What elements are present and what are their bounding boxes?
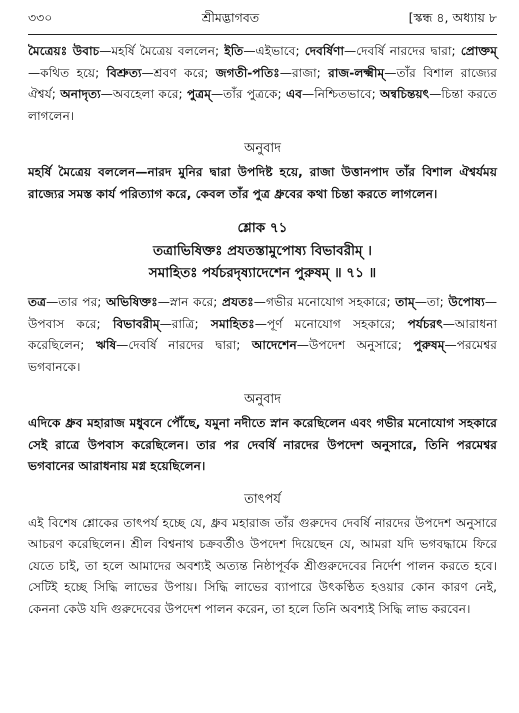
synonym-term: জগতী-পতিঃ	[215, 65, 280, 80]
verse-line-1: তত্রাভিষিক্তঃ প্রযতস্তামুপোষ্য বিভাবরীম্ ।	[152, 243, 373, 259]
synonym-term: প্রোক্তম্	[460, 44, 498, 58]
synonym-term: রাজ-লক্ষ্মীম্	[328, 65, 385, 80]
section-reference: [স্কন্ধ ৪, অধ্যায় ৮	[408, 10, 497, 25]
synonym-meaning: —রাত্রি;	[159, 316, 211, 331]
synonym-meaning: —দেবর্ষি নারদের দ্বারা;	[344, 44, 461, 58]
synonym-meaning: —এইভাবে;	[243, 44, 305, 58]
page-header	[28, 10, 497, 34]
synonym-term: উপোষ্য	[448, 295, 485, 309]
synonym-meaning: —রাজা;	[279, 65, 329, 80]
synonym-meaning: —মহর্ষি মৈত্রেয় বললেন;	[99, 44, 225, 58]
synonym-meaning: —পরমেশ্বর ভগবানকে।	[28, 338, 497, 374]
synonym-term: অন্বচিন্তয়ৎ	[380, 87, 430, 101]
synonym-term: ঋষি	[95, 338, 117, 352]
synonym-meaning: —গভীর মনোযোগ সহকারে;	[253, 295, 396, 309]
synonym-term: দেবর্ষিণা	[304, 44, 345, 58]
synonym-term: বিশ্রুত্য	[106, 65, 142, 80]
synonym-term: তত্র	[28, 295, 47, 309]
purport-text: এই বিশেষ শ্লোকের তাৎপর্য হচ্ছে যে, ধ্রুব মহারাজ তাঁর গুরুদেব দেবর্ষি নারদের উপদেশ অনুসারে আচরণ করেছিলেন। শ্রীল বিশ্বনাথ চক্রবর্তীও উপদেশ দিয়েছেন যে, আমরা যদি ভগবদ্ধামে ফিরে যেতে চাই, তা হলে আমাদের অবশ্যই অত্যন্ত নিষ্ঠাপূর্বক শ্রীগুরুদেবের নির্দেশ পালন করতে হবে। সেটিই হচ্ছে সিদ্ধি লাভের উপায়। সিদ্ধি লাভের ব্যাপারে উৎকণ্ঠিত হওয়ার কোন কারণ নেই, কেননা কেউ যদি গুরুদেবের উপদেশ পালন করেন, তা হলে তিনি অবশ্যই সিদ্ধি লাভ করবেন।	[28, 515, 497, 616]
translation-1: মহর্ষি মৈত্রেয় বললেন—নারদ মুনির দ্বারা উপদিষ্ট হয়ে, রাজা উত্তানপাদ তাঁর বিশাল ঐশ্বর্যময় রাজ্যের সমস্ত কার্য পরিত্যাগ করে, কেবল তাঁর পুত্র ধ্রুবের কথা চিন্তা করতে লাগলেন।	[28, 165, 497, 201]
anubad-heading-2: অনুবাদ	[244, 392, 281, 407]
synonym-term: ইতি	[224, 44, 244, 58]
synonyms-block-2	[28, 292, 497, 378]
page-number: ৩৩০	[28, 10, 53, 25]
translation-2: এদিকে ধ্রুব মহারাজ মধুবনে পৌঁছে, যমুনা নদীতে স্নান করেছিলেন এবং গভীর মনোযোগ সহকারে সেই রাত্রে উপবাস করেছিলেন। তার পর দেবর্ষি নারদের উপদেশ অনুসারে, তিনি পরমেশ্বর ভগবানের আরাধনায় মগ্ন হয়েছিলেন।	[28, 416, 497, 473]
synonym-term: পুত্রম্	[186, 87, 211, 101]
synonym-meaning: —পূর্ণ মনোযোগ সহকারে;	[254, 316, 408, 331]
synonym-meaning: —নিশ্চিতভাবে;	[302, 87, 381, 101]
book-title: শ্রীমদ্ভাগবত	[201, 10, 260, 25]
synonym-meaning: —দেবর্ষি নারদের দ্বারা;	[116, 338, 252, 352]
verse-heading: শ্লোক ৭১	[237, 220, 288, 236]
synonym-meaning: —উপবাস করে;	[28, 295, 497, 331]
synonym-term: অনাদৃত্য	[60, 87, 101, 101]
header-rule	[28, 34, 497, 35]
synonym-term: তাম্	[395, 295, 415, 309]
synonym-meaning: —উপদেশ অনুসারে;	[296, 338, 414, 352]
synonym-meaning: —কথিত হয়ে;	[28, 65, 107, 80]
verse-block	[28, 217, 497, 284]
synonym-term: পুরুষম্	[413, 338, 445, 352]
synonym-term: পর্যচরৎ	[407, 316, 443, 331]
synonym-term: বিভাবরীম্	[112, 316, 160, 331]
synonyms-block-1	[28, 41, 497, 127]
synonym-meaning: —তার পর;	[46, 295, 107, 309]
synonym-term: অভিষিক্তঃ	[106, 295, 158, 309]
synonym-meaning: —তাঁর বিশাল রাজ্যের ঐশ্বর্য;	[28, 65, 498, 101]
synonym-meaning: —শ্রবণ করে;	[141, 65, 216, 80]
synonym-meaning: —চিন্তা করতে লাগলেন।	[28, 87, 497, 123]
synonym-meaning: —তা;	[414, 295, 449, 309]
synonym-meaning: —আরাধনা করেছিলেন;	[28, 316, 498, 352]
synonym-term: আদেশেন	[251, 338, 297, 352]
verse-line-2: সমাহিতঃ পর্যচরদৃষ্যাদেশেন পুরুষম্ ॥ ৭১ ॥	[148, 265, 377, 281]
synonym-term: এব	[285, 87, 303, 101]
tatparya-heading: তাৎপর্য	[244, 491, 281, 507]
anubad-heading-1: অনুবাদ	[244, 141, 281, 156]
synonym-term: প্রযতঃ	[221, 295, 254, 309]
synonym-meaning: —অবহেলা করে;	[100, 87, 187, 101]
synonym-term: মৈত্রেয়ঃ উবাচ	[28, 44, 100, 58]
synonym-meaning: —তাঁর পুত্রকে;	[210, 87, 286, 101]
synonym-term: সমাহিতঃ	[210, 316, 255, 331]
synonym-meaning: —স্নান করে;	[157, 295, 222, 309]
